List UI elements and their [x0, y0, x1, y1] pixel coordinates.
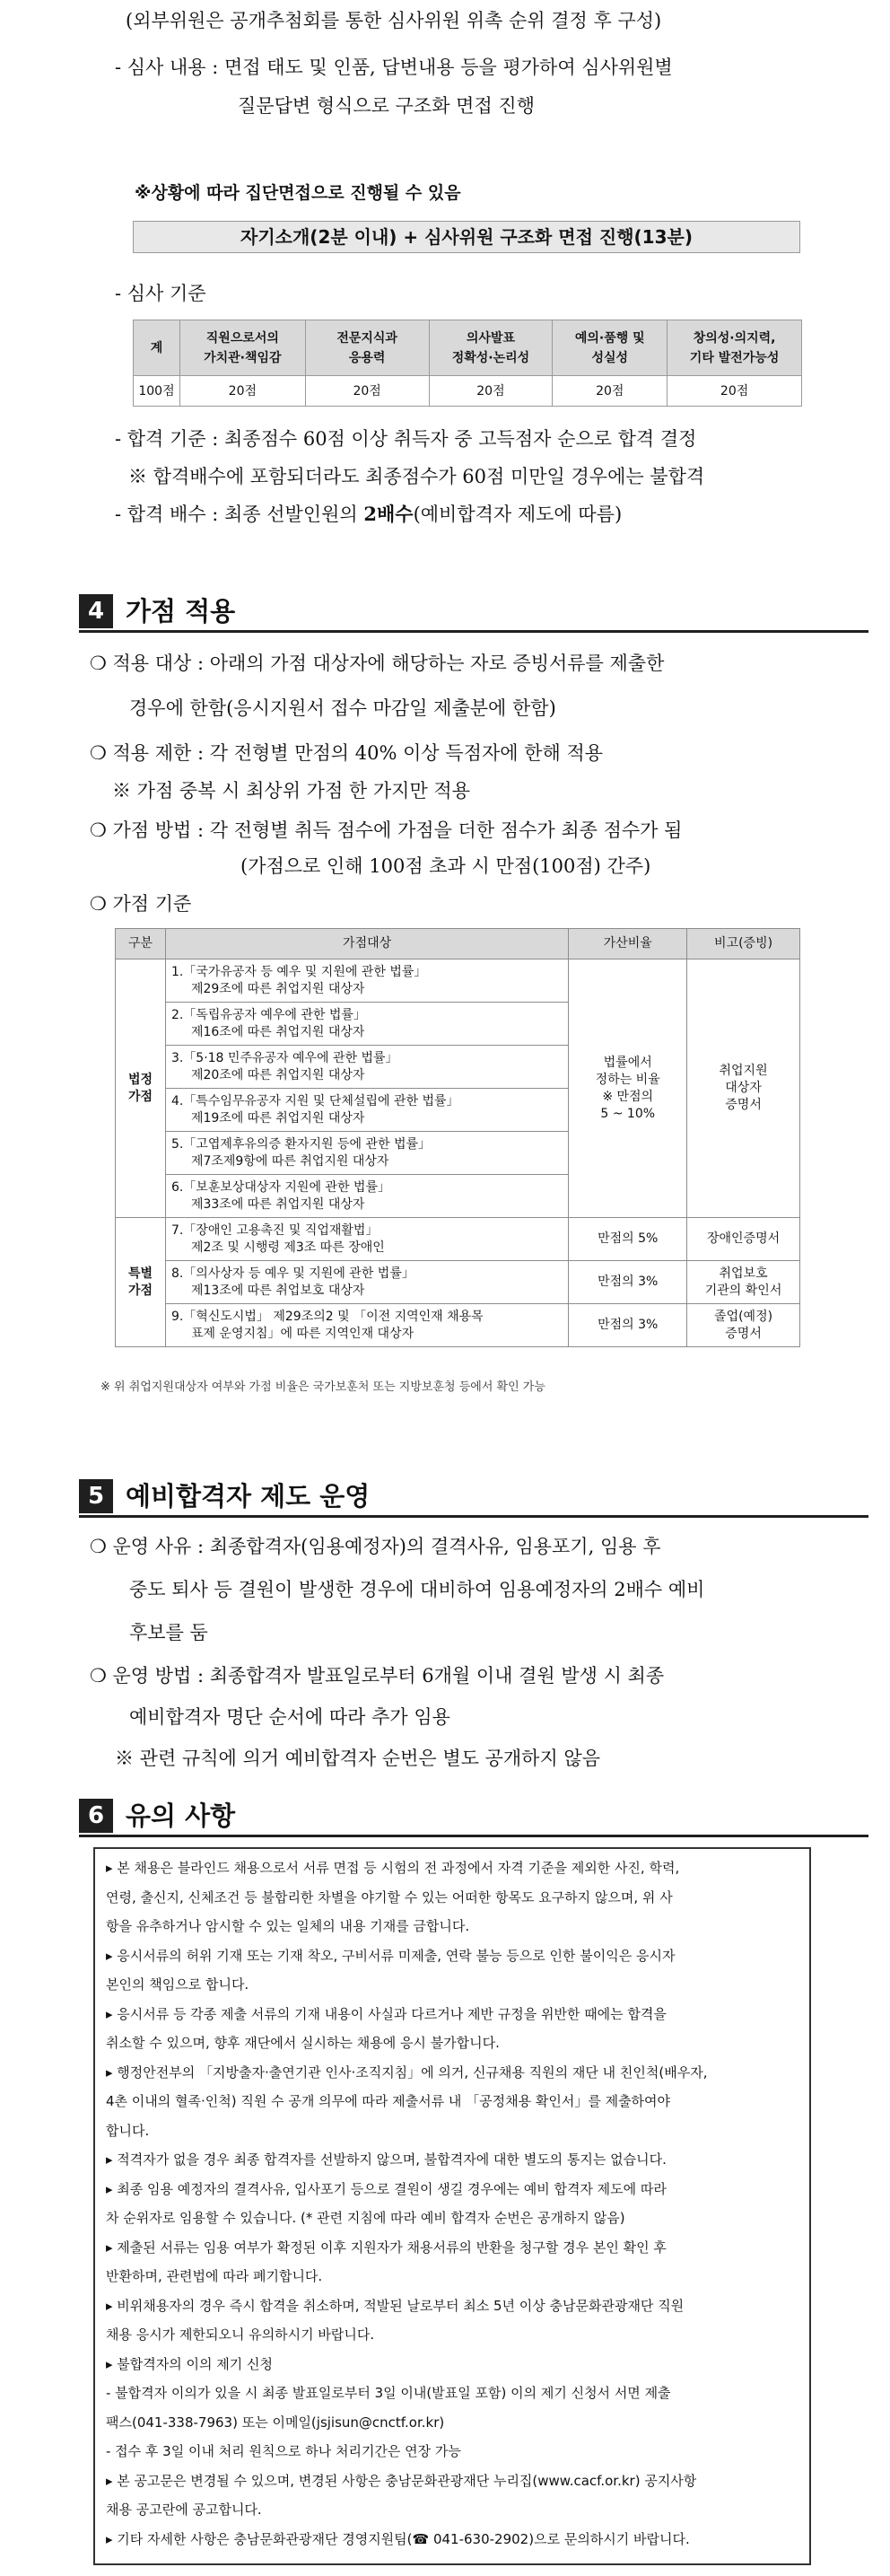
bonus-group-legal: 법정 가점	[116, 959, 166, 1218]
bonus-item	[165, 1175, 568, 1218]
reserve-reason-cont1: 중도 퇴사 등 결원이 발생한 경우에 대비하여 임용예정자의 2배수 예비	[129, 1579, 705, 1600]
bonus-proof: 졸업(예정) 증명서	[687, 1304, 800, 1347]
bonus-item-title: 1.「국가유공자 등 예우 및 지원에 관한 법률」	[170, 964, 427, 979]
bonus-item-title: 7.「장애인 고용촉진 및 직업재활법」	[170, 1222, 379, 1238]
bonus-header: 가산비율	[569, 929, 687, 959]
notice-line: 합니다.	[106, 2122, 150, 2139]
notice-line: ▸ 기타 자세한 사항은 충남문화관광재단 경영지원팀(☎ 041-630-2902)으로 문의하시기 바랍니다.	[106, 2530, 690, 2547]
pass-multiple-emphasis: 2배수	[363, 503, 414, 525]
notice-line: 차 순위자로 임용할 수 있습니다. (* 관련 지침에 따라 예비 합격자 순번은 공개하지 않음)	[106, 2210, 625, 2226]
criteria-value: 20점	[179, 376, 305, 407]
notice-line: ▸ 제출된 서류는 임용 여부가 확정된 이후 지원자가 채용서류의 반환을 청구할 경우 본인 확인 후	[106, 2239, 667, 2256]
bonus-criteria-heading: ❍ 가점 기준	[90, 893, 192, 915]
bonus-item	[165, 1046, 568, 1089]
reserve-method: ❍ 운영 방법 : 최종합격자 발표일로부터 6개월 이내 결원 발생 시 최종	[90, 1665, 665, 1687]
section-4-header	[79, 594, 868, 630]
notice-line: ▸ 최종 임용 예정자의 결격사유, 입사포기 등으로 결원이 생길 경우에는 예비 합격자 제도에 따라	[106, 2180, 667, 2197]
pass-multiple-text: - 합격 배수 : 최종 선발인원의	[115, 504, 364, 525]
criteria-value: 20점	[429, 376, 553, 407]
bonus-group-special: 특별 가점	[116, 1218, 166, 1347]
bonus-method-cont: (가점으로 인해 100점 초과 시 만점(100점) 간주)	[240, 855, 651, 877]
bonus-proof: 장애인증명서	[687, 1218, 800, 1261]
bonus-item	[165, 959, 568, 1003]
bonus-target-cont: 경우에 한함(응시지원서 접수 마감일 제출분에 한함)	[129, 697, 556, 719]
bonus-legal-proof: 취업지원 대상자 증명서	[687, 959, 800, 1218]
bonus-row	[116, 1218, 800, 1261]
bonus-item-sub: 제29조에 따른 취업지원 대상자	[190, 981, 365, 996]
notice-line: - 접수 후 3일 이내 처리 원칙으로 하나 처리기간은 연장 가능	[106, 2443, 461, 2459]
notice-line: 채용 공고란에 공고합니다.	[106, 2502, 262, 2518]
reserve-method-cont: 예비합격자 명단 순서에 따라 추가 임용	[129, 1706, 450, 1728]
notice-line: 취소할 수 있으며, 향후 재단에서 실시하는 채용에 응시 불가합니다.	[106, 2035, 500, 2051]
interview-content-line2: 질문답변 형식으로 구조화 면접 진행	[238, 95, 535, 117]
section-divider	[79, 1515, 868, 1518]
pass-note: ※ 합격배수에 포함되더라도 최종점수가 60점 미만일 경우에는 불합격	[128, 466, 705, 487]
notice-line: - 불합격자 이의가 있을 시 최종 발표일로부터 3일 이내(발표일 포함) 이의 제기 신청서 서면 제출	[106, 2385, 671, 2401]
interview-content-line1: - 심사 내용 : 면접 태도 및 인품, 답변내용 등을 평가하여 심사위원별	[115, 57, 673, 78]
bonus-item-sub: 제33조에 따른 취업지원 대상자	[190, 1196, 365, 1212]
notice-line: ▸ 응시서류의 허위 기재 또는 기재 착오, 구비서류 미제출, 연락 불능 등으로 인한 불이익은 응시자	[106, 1947, 676, 1964]
bonus-ratio: 만점의 5%	[569, 1218, 687, 1261]
bonus-item-sub: 제16조에 따른 취업지원 대상자	[190, 1024, 365, 1039]
bonus-header-row	[116, 929, 800, 959]
notice-line: 본인의 책임으로 합니다.	[106, 1976, 249, 1993]
notice-line: ▸ 행정안전부의 「지방출자·출연기관 인사·조직지침」에 의거, 신규채용 직원의 재단 내 친인척(배우자,	[106, 2063, 708, 2081]
criteria-table	[133, 320, 802, 407]
reserve-reason: ❍ 운영 사유 : 최종합격자(임용예정자)의 결격사유, 임용포기, 임용 후	[90, 1536, 661, 1557]
bonus-ratio: 만점의 3%	[569, 1261, 687, 1304]
section-number: 5	[79, 1479, 113, 1513]
bonus-header: 가점대상	[165, 929, 568, 959]
bonus-method: ❍ 가점 방법 : 각 전형별 취득 점수에 가점을 더한 점수가 최종 점수가 됨	[90, 819, 683, 841]
pass-criteria: - 합격 기준 : 최종점수 60점 이상 취득자 중 고득점자 순으로 합격 결정	[115, 428, 697, 450]
bonus-item-title: 2.「독립유공자 예우에 관한 법률」	[170, 1007, 366, 1022]
notice-line: 연령, 출신지, 신체조건 등 불합리한 차별을 야기할 수 있는 어떠한 항목도 요구하지 않으며, 위 사	[106, 1888, 673, 1906]
notice-line: ▸ 본 공고문은 변경될 수 있으며, 변경된 사항은 충남문화관광재단 누리집(www.cacf.or.kr) 공지사항	[106, 2472, 697, 2489]
bonus-item-sub: 제7조제9항에 따른 취업지원 대상자	[190, 1153, 389, 1169]
notice-line: ▸ 비위채용자의 경우 즉시 합격을 취소하며, 적발된 날로부터 최소 5년 이상 충남문화관광재단 직원	[106, 2297, 685, 2314]
bonus-item-sub: 제2조 및 시행령 제3조 따른 장애인	[190, 1240, 385, 1255]
bonus-item-title: 4.「특수임무유공자 지원 및 단체설립에 관한 법률」	[170, 1093, 459, 1108]
bonus-row	[116, 1304, 800, 1347]
section-number: 4	[79, 594, 113, 628]
bonus-item	[165, 1089, 568, 1132]
criteria-header: 의사발표 정확성·논리성	[429, 320, 553, 376]
bonus-table	[115, 928, 800, 1347]
criteria-header: 계	[134, 320, 180, 376]
criteria-header-row	[134, 320, 802, 376]
bonus-item-title: 5.「고엽제후유의증 환자지원 등에 관한 법률」	[170, 1136, 432, 1152]
bonus-item-title: 6.「보훈보상대상자 지원에 관한 법률」	[170, 1179, 390, 1195]
external-committee-note: (외부위원은 공개추첨회를 통한 심사위원 위촉 순위 결정 후 구성)	[126, 10, 662, 31]
bonus-item-sub: 제19조에 따른 취업지원 대상자	[190, 1110, 365, 1126]
bonus-item	[165, 1132, 568, 1175]
notice-line: 항을 유추하거나 암시할 수 있는 일체의 내용 기재를 금합니다.	[106, 1918, 470, 1934]
bonus-item	[165, 1218, 568, 1261]
bonus-item-sub: 제13조에 따른 취업보호 대상자	[190, 1283, 365, 1298]
bonus-item-title: 9.「혁신도시법」 제29조의2 및 「이전 지역인재 채용목	[170, 1309, 484, 1324]
section-divider	[79, 1835, 868, 1837]
notice-line: 채용 응시가 제한되오니 유의하시기 바랍니다.	[106, 2326, 375, 2343]
section-title: 예비합격자 제도 운영	[126, 1481, 371, 1511]
criteria-heading: - 심사 기준	[115, 283, 206, 304]
criteria-header: 창의성·의지력, 기타 발전가능성	[668, 320, 802, 376]
criteria-header: 전문지식과 응용력	[305, 320, 429, 376]
section-divider	[79, 630, 868, 633]
section-title: 가점 적용	[126, 596, 236, 626]
bonus-item-sub: 표제 운영지침」에 따른 지역인재 대상자	[190, 1326, 414, 1341]
bonus-item-sub: 제20조에 따른 취업지원 대상자	[190, 1067, 365, 1082]
criteria-header: 직원으로서의 가치관·책임감	[179, 320, 305, 376]
bonus-limit: ❍ 적용 제한 : 각 전형별 만점의 40% 이상 득점자에 한해 적용	[90, 742, 604, 764]
notice-line: 팩스(041-338-7963) 또는 이메일(jsjisun@cnctf.or.kr)	[106, 2414, 445, 2431]
criteria-value-row	[134, 376, 802, 407]
group-interview-note: ※상황에 따라 집단면접으로 진행될 수 있음	[135, 183, 461, 203]
interview-format-box: 자기소개(2분 이내) + 심사위원 구조화 면접 진행(13분)	[133, 221, 800, 253]
bonus-legal-ratio: 법률에서 정하는 비율 ※ 만점의 5 ~ 10%	[569, 959, 687, 1218]
bonus-target: ❍ 적용 대상 : 아래의 가점 대상자에 해당하는 자로 증빙서류를 제출한	[90, 653, 665, 674]
notice-line: ▸ 불합격자의 이의 제기 신청	[106, 2355, 273, 2372]
section-number: 6	[79, 1799, 113, 1833]
bonus-duplicate-note: ※ 가점 중복 시 최상위 가점 한 가지만 적용	[112, 780, 470, 802]
bonus-item-title: 8.「의사상자 등 예우 및 지원에 관한 법률」	[170, 1266, 414, 1281]
section-6-header	[79, 1799, 868, 1835]
criteria-value: 20점	[668, 376, 802, 407]
pass-multiple-suffix: (예비합격자 제도에 따름)	[413, 504, 623, 525]
notice-line: ▸ 본 채용은 블라인드 채용으로서 서류 면접 등 시험의 전 과정에서 자격 기준을 제외한 사진, 학력,	[106, 1860, 680, 1876]
reserve-note: ※ 관련 규칙에 의거 예비합격자 순번은 별도 공개하지 않음	[115, 1748, 600, 1769]
bonus-item	[165, 1003, 568, 1046]
bonus-row	[116, 959, 800, 1003]
bonus-item-title: 3.「5·18 민주유공자 예우에 관한 법률」	[170, 1050, 398, 1065]
notice-line: ▸ 응시서류 등 각종 제출 서류의 기재 내용이 사실과 다르거나 제반 규정을 위반한 때에는 합격을	[106, 2005, 667, 2022]
section-5-header	[79, 1479, 868, 1515]
pass-multiple	[115, 501, 622, 528]
bonus-footnote: ※ 위 취업지원대상자 여부와 가점 비율은 국가보훈처 또는 지방보훈청 등에서 확인 가능	[100, 1380, 545, 1394]
notice-line: 4촌 이내의 혈족·인척) 직원 수 공개 의무에 따라 제출서류 내 「공정채용 확인서」를 제출하여야	[106, 2093, 671, 2109]
criteria-value: 20점	[305, 376, 429, 407]
notice-line: ▸ 적격자가 없을 경우 최종 합격자를 선발하지 않으며, 불합격자에 대한 별도의 통지는 없습니다.	[106, 2151, 667, 2168]
bonus-item	[165, 1261, 568, 1304]
reserve-reason-cont2: 후보를 둠	[129, 1622, 208, 1643]
section-title: 유의 사항	[126, 1801, 236, 1831]
bonus-item	[165, 1304, 568, 1347]
bonus-header: 비고(증빙)	[687, 929, 800, 959]
bonus-row	[116, 1261, 800, 1304]
criteria-header: 예의·품행 및 성실성	[553, 320, 668, 376]
bonus-proof: 취업보호 기관의 확인서	[687, 1261, 800, 1304]
bonus-header: 구분	[116, 929, 166, 959]
criteria-value: 100점	[134, 376, 180, 407]
bonus-ratio: 만점의 3%	[569, 1304, 687, 1347]
notice-box	[93, 1847, 811, 2565]
criteria-value: 20점	[553, 376, 668, 407]
notice-line: 반환하며, 관련법에 따라 폐기합니다.	[106, 2268, 323, 2284]
